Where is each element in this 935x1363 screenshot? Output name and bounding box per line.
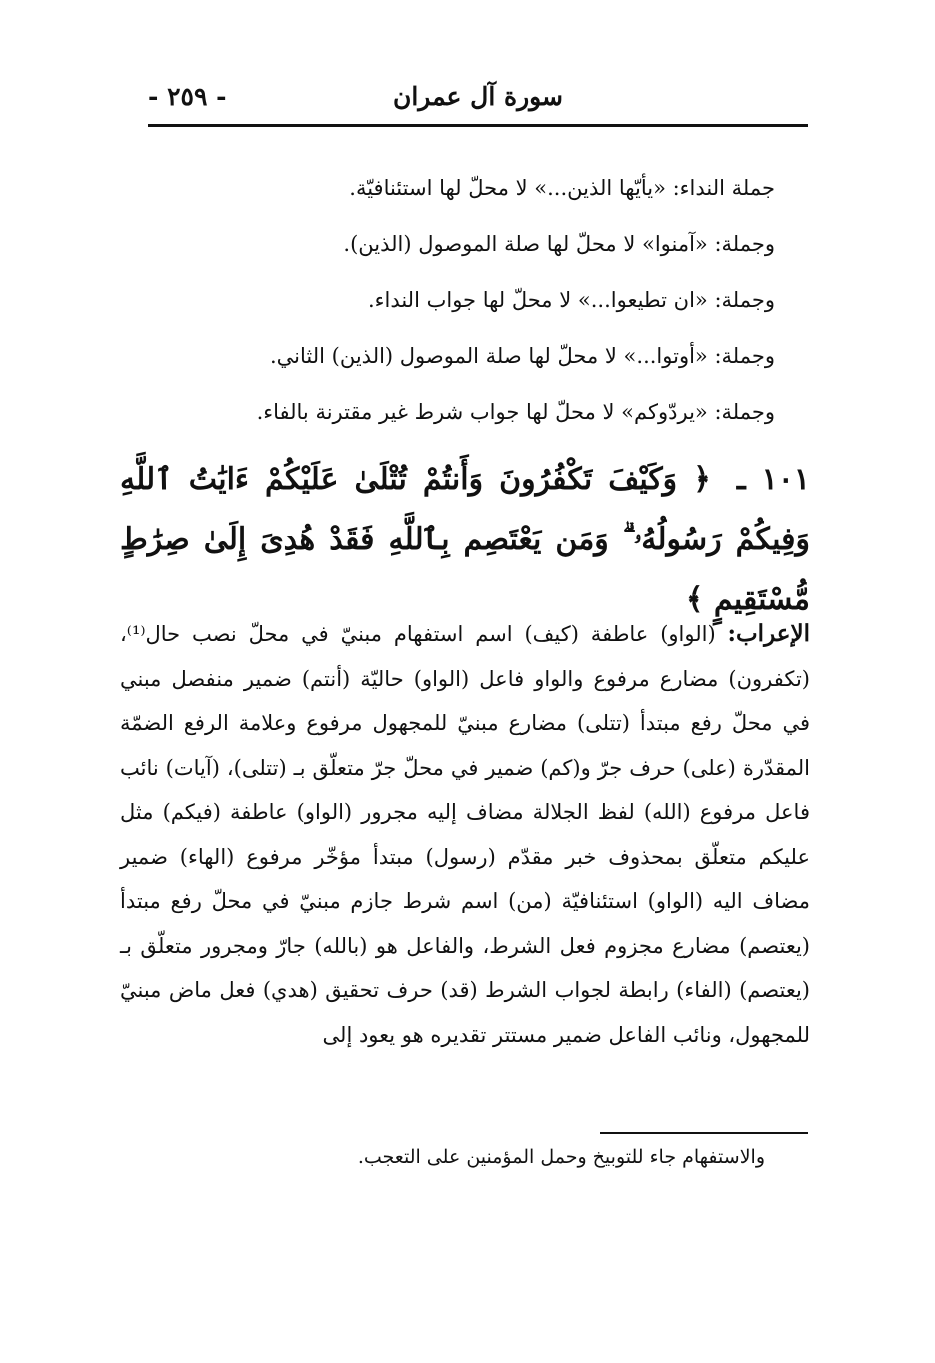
sentence-list (175, 160, 775, 440)
irab-heading: الإعراب: (727, 620, 810, 647)
sentence-item: وجملة: «أوتوا...» لا محلّ لها صلة الموصول (الذين) الثاني. (269, 344, 775, 368)
sentence-item: وجملة: «ان تطيعوا...» لا محلّ لها جواب النداء. (367, 288, 775, 312)
sentence-item: وجملة: «يردّوكم» لا محلّ لها جواب شرط غير مقترنة بالفاء. (256, 400, 775, 424)
footnote-divider (600, 1132, 808, 1134)
page-header (148, 78, 808, 122)
verse-number: ١٠١ ـ (736, 462, 810, 497)
sentence-item: وجملة: «آمنوا» لا محلّ لها صلة الموصول (الذين). (343, 232, 775, 256)
verse-text: ﴿ وَكَيْفَ تَكْفُرُونَ وَأَنتُمْ تُتْلَىٰ عَلَيْكُمْ ءَايَٰتُ ٱللَّهِ وَفِيكُمْ رَسُولُهُۥ ۗ وَمَن يَعْتَصِم بِٱللَّهِ فَقَدْ هُدِىَ إِلَىٰ صِرَٰطٍ مُّسْتَقِيمٍ ﴾ (120, 462, 810, 617)
page-number: - ٢٥٩ - (148, 82, 227, 111)
surah-title: سورة آل عمران (392, 82, 564, 111)
quran-verse (120, 450, 810, 630)
footnote: والاستفهام جاء للتوبيخ وحمل المؤمنين على التعجب. (357, 1146, 765, 1168)
sentence-item: جملة النداء: «يأيّها الذين...» لا محلّ لها استئنافيّة. (349, 176, 775, 200)
header-divider (148, 124, 808, 127)
irab-text: (الواو) عاطفة (كيف) اسم استفهام مبنيّ في محلّ نصب حال⁽¹⁾، (تكفرون) مضارع مرفوع والواو فاعل (الواو) حاليّة (أنتم) ضمير منفصل مبني في محلّ رفع مبتدأ (تتلى) مضارع مبنيّ للمجهول مرفوع وعلامة الرفع الضمّة المقدّرة (على) حرف جرّ و(كم) ضمير في محلّ جرّ متعلّق بـ (تتلى)، (آيات) نائب فاعل مرفوع (الله) لفظ الجلالة مضاف إليه مجرور (الواو) عاطفة (فيكم) مثل عليكم متعلّق بمحذوف خبر مقدّم (رسول) مبتدأ مؤخّر مرفوع (الهاء) ضمير مضاف اليه (الواو) استئنافيّة (من) اسم شرط جازم مبنيّ في محلّ رفع مبتدأ (يعتصم) مضارع مجزوم فعل الشرط، والفاعل هو (بالله) جارّ ومجرور متعلّق بـ (يعتصم) (الفاء) رابطة لجواب الشرط (قد) حرف تحقيق (هدي) فعل ماض مبنيّ للمجهول، ونائب الفاعل ضمير مستتر تقديره هو يعود إلى (120, 622, 810, 1047)
irab-paragraph (120, 612, 810, 1057)
